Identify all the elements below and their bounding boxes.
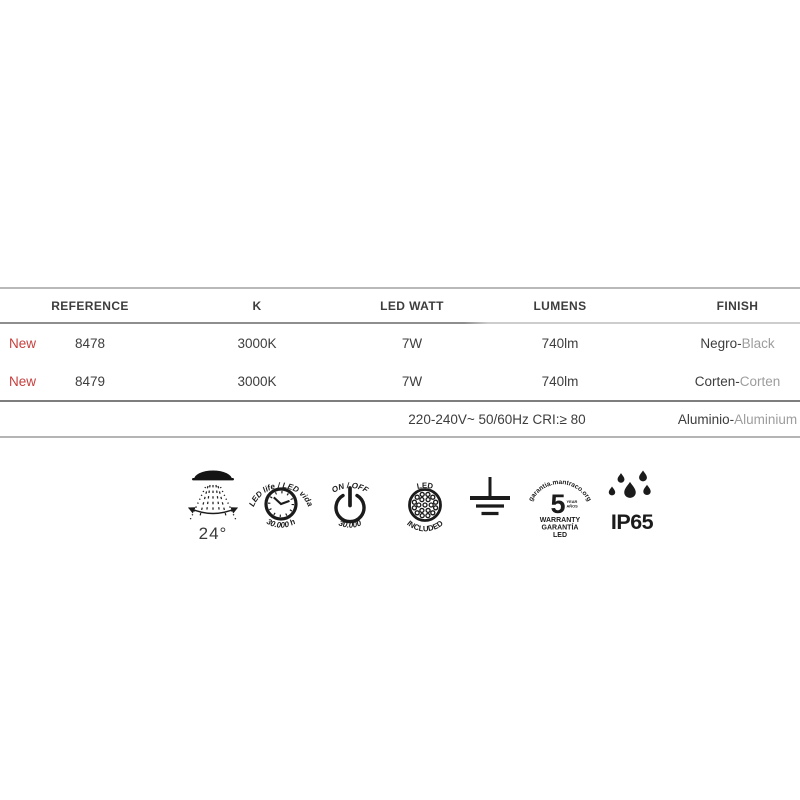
warranty-number: 5	[550, 489, 566, 519]
warranty-arc-text: garantia.mantraco.org	[527, 478, 593, 503]
led-included-arc-bottom: INCLUDED	[405, 518, 445, 534]
header-cell-lumens: LUMENS	[533, 298, 587, 313]
warranty-year-label: YEAR	[566, 499, 578, 504]
led-included-icon	[390, 463, 460, 547]
table-row	[0, 324, 800, 362]
finish-primary: Negro-	[700, 335, 742, 351]
led-life-arc-top: LED life / LED vida	[247, 480, 315, 508]
table-footer-row	[0, 402, 800, 438]
finish-value	[675, 412, 800, 427]
finish-primary: Corten-	[694, 373, 740, 389]
beam-angle-icon	[180, 463, 246, 547]
spec-table	[0, 287, 800, 438]
finish-value	[675, 336, 800, 351]
kelvin-value: 3000K	[237, 335, 277, 351]
header-cell-reference: REFERENCE	[51, 298, 129, 313]
header-cell-finish: FINISH	[716, 298, 759, 313]
warranty-anos-label: AÑOS	[566, 503, 578, 509]
svg-text:LED	[416, 481, 434, 491]
reference-value: 8479	[74, 373, 106, 389]
table-header-row	[0, 287, 800, 322]
warranty-icon	[525, 463, 595, 547]
lumens-value: 740lm	[541, 373, 579, 389]
finish-secondary: Aluminium	[734, 411, 798, 427]
led-watt-value: 7W	[401, 335, 423, 351]
reference-value: 8478	[74, 335, 106, 351]
warranty-line-1: WARRANTY	[539, 517, 581, 524]
led-watt-value: 7W	[401, 373, 423, 389]
lumens-value: 740lm	[541, 335, 579, 351]
on-off-arc-top: ON / OFF	[330, 480, 370, 495]
finish-secondary: Corten	[739, 373, 781, 389]
electrical-specs: 220-240V~ 50/60Hz CRI:≥ 80	[408, 411, 586, 427]
on-off-arc-bottom: 30.000	[337, 518, 363, 530]
table-row	[0, 362, 800, 400]
new-badge: New	[9, 373, 37, 389]
ip65-icon	[600, 463, 664, 547]
led-dots	[412, 492, 437, 517]
water-drops	[609, 470, 651, 497]
finish-secondary: Black	[741, 335, 775, 351]
beam-angle-label: 24°	[198, 524, 228, 543]
header-cell-led-watt: LED WATT	[380, 298, 444, 313]
warranty-line-2: GARANTÍA	[541, 524, 579, 532]
on-off-icon	[315, 463, 385, 547]
led-included-arc-top: LED	[416, 480, 434, 491]
ground-icon	[463, 463, 517, 547]
led-life-icon	[246, 463, 316, 547]
kelvin-value: 3000K	[237, 373, 277, 389]
warranty-line-3: LED	[553, 532, 567, 539]
header-cell-k: K	[252, 298, 262, 313]
ip65-label: IP65	[610, 510, 654, 534]
led-life-arc-bottom: 30.000 h	[265, 517, 297, 530]
finish-primary: Aluminio-	[677, 411, 735, 427]
finish-value	[675, 374, 800, 389]
new-badge: New	[9, 335, 37, 351]
feature-icons-row	[0, 463, 800, 553]
